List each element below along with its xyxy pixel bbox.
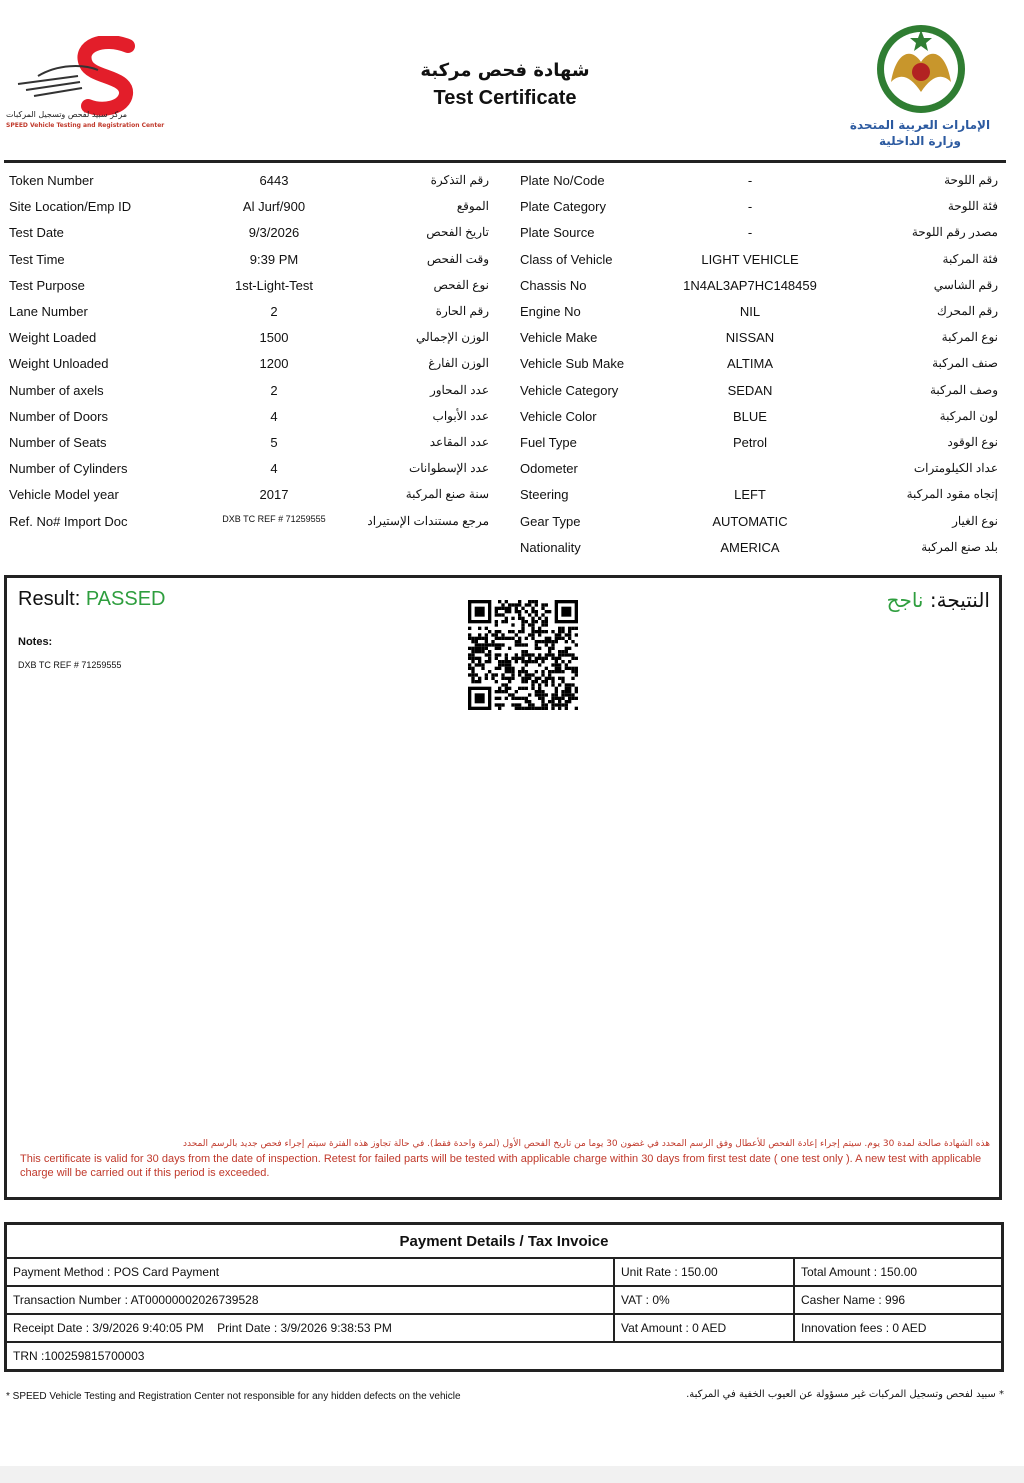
- detail-label-ar: فئة اللوحة: [947, 199, 998, 214]
- validity-note-en: This certificate is valid for 30 days from the date of inspection. Retest for failed parts will be tested with applicable charge within 30 days from first test date ( one test only ). A new test with applicable charge will be carried out if this period is exceeded.: [20, 1153, 982, 1179]
- detail-row: [9, 304, 489, 326]
- detail-value: 4: [270, 408, 278, 424]
- payment-table: [4, 1222, 1004, 1372]
- detail-value: -: [747, 225, 753, 241]
- detail-label-ar: الوزن الإجمالي: [416, 330, 489, 345]
- detail-label-ar: فئة المركبة: [942, 251, 998, 266]
- detail-value: 2: [270, 304, 278, 319]
- detail-row: [9, 356, 489, 378]
- detail-label-ar: عدد المقاعد: [429, 435, 489, 449]
- detail-row: [9, 487, 489, 509]
- detail-label: Vehicle Color: [520, 408, 597, 424]
- detail-label-ar: الوزن الفارغ: [428, 356, 489, 371]
- detail-label: Token Number: [9, 173, 94, 188]
- detail-value: NIL: [739, 304, 761, 319]
- detail-label-ar: وصف المركبة: [929, 382, 998, 397]
- print-date: Print Date : 3/9/2026 9:38:53 PM: [217, 1321, 392, 1335]
- detail-value: NISSAN: [725, 330, 775, 346]
- speed-center-logo: [8, 36, 168, 136]
- detail-row: [520, 461, 998, 483]
- total-amount: Total Amount : 150.00: [794, 1258, 1003, 1286]
- detail-value: Petrol: [733, 435, 767, 450]
- detail-row: [9, 330, 489, 352]
- notes-label: Notes:: [18, 636, 53, 648]
- detail-value: 1st-Light-Test: [234, 277, 314, 293]
- detail-value: -: [747, 173, 753, 188]
- detail-label: Plate Category: [520, 199, 606, 215]
- detail-row: [9, 252, 489, 274]
- detail-label-ar: نوع الغيار: [952, 513, 998, 528]
- detail-label: Class of Vehicle: [520, 251, 613, 267]
- detail-row: [520, 278, 998, 300]
- trn: TRN :100259815700003: [6, 1342, 1003, 1371]
- detail-value: SEDAN: [727, 382, 773, 398]
- detail-row: [520, 409, 998, 431]
- casher-name: Casher Name : 996: [794, 1286, 1003, 1314]
- detail-value: AMERICA: [720, 539, 780, 555]
- detail-label-ar: مصدر رقم اللوحة: [911, 225, 998, 240]
- header-divider: [4, 160, 1006, 163]
- result-line-ar: [800, 588, 990, 612]
- detail-row: [9, 435, 489, 457]
- title-ar: شهادة فحص مركبة: [420, 60, 590, 81]
- detail-label-ar: بلد صنع المركبة: [921, 539, 998, 554]
- detail-row: [9, 173, 489, 195]
- notes-value: DXB TC REF # 71259555: [18, 660, 122, 670]
- detail-label-ar: رقم الحارة: [435, 304, 489, 318]
- detail-label-ar: نوع الوقود: [947, 435, 998, 449]
- vat-rate: VAT : 0%: [614, 1286, 794, 1314]
- detail-label: Chassis No: [520, 277, 587, 293]
- validity-note-ar: هذه الشهادة صالحة لمدة 30 يوم. سيتم إجراء إعادة الفحص للأعطال وفق الرسم المحدد في غضون 30 يوما من تاريخ الفحص الأول (لمرة واحدة فقط). في حالة تجاوز هذه الفترة سيتم إجراء فحص جديد بالرسم المحدد: [182, 1139, 990, 1149]
- result-line: [18, 588, 165, 611]
- disclaimer-en: * SPEED Vehicle Testing and Registration Center not responsible for any hidden defects on the vehicle: [6, 1391, 461, 1402]
- detail-row: [520, 487, 998, 509]
- detail-label-ar: رقم المحرك: [936, 304, 998, 318]
- page-bottom-edge: [0, 1466, 1024, 1483]
- detail-label: Vehicle Category: [520, 382, 619, 398]
- detail-value: -: [747, 199, 753, 215]
- center-name-ar: مركز سبيد لفحص وتسجيل المركبات: [6, 110, 128, 119]
- detail-label-ar: رقم اللوحة: [944, 173, 998, 187]
- detail-label-ar: عداد الكيلومترات: [913, 461, 998, 476]
- detail-value: 6443: [259, 173, 289, 188]
- detail-label-ar: إتجاه مقود المركبة: [906, 487, 998, 502]
- detail-label-ar: رقم التذكرة: [430, 173, 489, 187]
- detail-label: Number of Cylinders: [9, 461, 128, 477]
- detail-value: 9/3/2026: [248, 225, 300, 241]
- detail-label-ar: مرجع مستندات الإستيراد: [367, 513, 489, 528]
- detail-label: Site Location/Emp ID: [9, 199, 132, 215]
- detail-label: Weight Loaded: [9, 330, 97, 346]
- detail-value: DXB TC REF # 71259555: [222, 513, 326, 524]
- detail-row: [520, 383, 998, 405]
- vat-amount: Vat Amount : 0 AED: [614, 1314, 794, 1342]
- detail-label-ar: سنة صنع المركبة: [405, 487, 489, 502]
- qr-code: [468, 600, 578, 710]
- detail-row: [520, 173, 998, 195]
- innovation-fees: Innovation fees : 0 AED: [794, 1314, 1003, 1342]
- detail-row: [520, 252, 998, 274]
- detail-label: Gear Type: [520, 513, 581, 529]
- detail-label: Odometer: [520, 461, 578, 477]
- detail-row: [9, 514, 489, 536]
- detail-row: [520, 304, 998, 326]
- detail-label: Lane Number: [9, 304, 88, 319]
- detail-label-ar: وقت الفحص: [426, 251, 489, 266]
- detail-row: [9, 461, 489, 483]
- detail-label: Vehicle Model year: [9, 487, 119, 503]
- detail-label-ar: رقم الشاسي: [933, 277, 998, 292]
- detail-value: Al Jurf/900: [242, 199, 306, 215]
- detail-row: [9, 383, 489, 405]
- result-label-ar: النتيجة:: [929, 588, 990, 612]
- detail-label: Vehicle Sub Make: [520, 356, 625, 372]
- authority-name-ar: الإمارات العربية المتحدة: [849, 118, 991, 132]
- detail-label: Fuel Type: [520, 435, 577, 450]
- detail-value: 1N4AL3AP7HC148459: [683, 277, 817, 293]
- detail-label: Plate Source: [520, 225, 595, 241]
- unit-rate: Unit Rate : 150.00: [614, 1258, 794, 1286]
- detail-label: Number of Seats: [9, 435, 107, 450]
- detail-row: [9, 225, 489, 247]
- detail-value: BLUE: [733, 408, 767, 424]
- detail-row: [520, 540, 998, 562]
- detail-value: LIGHT VEHICLE: [701, 251, 799, 267]
- result-status: PASSED: [85, 588, 166, 610]
- detail-row: [520, 356, 998, 378]
- detail-label: Steering: [520, 487, 569, 503]
- detail-label: Plate No/Code: [520, 173, 605, 188]
- detail-row: [520, 225, 998, 247]
- payment-method: Payment Method : POS Card Payment: [6, 1258, 615, 1286]
- ministry-name-ar: وزارة الداخلية: [878, 134, 962, 148]
- detail-value: AUTOMATIC: [712, 513, 788, 529]
- detail-label-ar: نوع المركبة: [941, 330, 998, 345]
- detail-value: 1500: [259, 330, 289, 346]
- detail-row: [9, 199, 489, 221]
- detail-value: 4: [270, 461, 278, 477]
- detail-label: Nationality: [520, 539, 581, 555]
- uae-moi-emblem: [866, 22, 976, 117]
- detail-label: Vehicle Make: [520, 330, 598, 346]
- center-name-en: SPEED Vehicle Testing and Registration Center: [6, 122, 165, 129]
- result-label: Result:: [18, 588, 81, 610]
- detail-label: Engine No: [520, 304, 581, 319]
- detail-row: [520, 435, 998, 457]
- detail-label-ar: تاريخ الفحص: [426, 225, 489, 240]
- detail-row: [9, 409, 489, 431]
- detail-label-ar: صنف المركبة: [932, 356, 998, 371]
- detail-label-ar: الموقع: [456, 199, 489, 214]
- detail-value: 2: [270, 382, 278, 398]
- transaction-number: Transaction Number : AT00000002026739528: [6, 1286, 615, 1314]
- detail-label: Test Date: [9, 225, 64, 241]
- detail-label-ar: عدد المحاور: [429, 382, 489, 397]
- result-status-ar: ناجح: [886, 588, 924, 612]
- receipt-date: Receipt Date : 3/9/2026 9:40:05 PM: [13, 1321, 204, 1335]
- detail-label: Weight Unloaded: [9, 356, 109, 372]
- detail-value: LEFT: [734, 487, 766, 503]
- detail-label-ar: نوع الفحص: [433, 277, 489, 292]
- page-title: Test Certificate: [433, 87, 577, 109]
- detail-row: [9, 278, 489, 300]
- detail-value: 9:39 PM: [249, 251, 299, 267]
- detail-value: 2017: [259, 487, 289, 503]
- detail-value: 1200: [259, 356, 289, 372]
- detail-row: [520, 330, 998, 352]
- detail-row: [520, 199, 998, 221]
- payment-title: Payment Details / Tax Invoice: [6, 1224, 1003, 1259]
- detail-value: ALTIMA: [727, 356, 773, 372]
- dates-cell: [6, 1314, 615, 1342]
- detail-label: Ref. No# Import Doc: [9, 513, 128, 529]
- disclaimer-ar: * سبيد لفحص وتسجيل المركبات غير مسؤولة عن العيوب الخفية في المركبة.: [686, 1389, 1004, 1400]
- detail-label: Number of Doors: [9, 408, 108, 424]
- detail-value: 5: [270, 435, 278, 450]
- detail-label-ar: عدد الأبواب: [432, 408, 489, 423]
- detail-row: [520, 514, 998, 536]
- detail-label: Number of axels: [9, 382, 104, 398]
- detail-label: Test Time: [9, 251, 65, 267]
- detail-label-ar: لون المركبة: [939, 408, 998, 423]
- detail-label: Test Purpose: [9, 277, 85, 293]
- detail-label-ar: عدد الإسطوانات: [408, 461, 489, 476]
